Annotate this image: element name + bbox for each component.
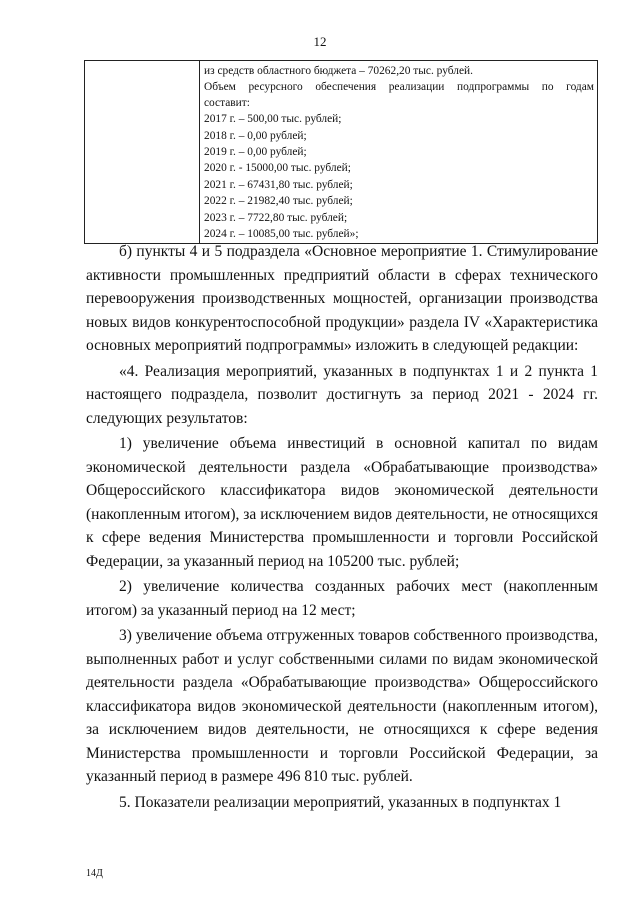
paragraph: 5. Показатели реализации мероприятий, указанных в подпунктах 1 bbox=[119, 793, 562, 811]
paragraph: б) пункты 4 и 5 подраздела «Основное мероприятие 1. Стимулирование активности промышленных предприятий области в сферах технического перевооружения производственных мощностей, организации производства новых видов конкурентоспособной продукции» раздела IV «Характеристика основных мероприятий подпрограммы» изложить в следующей редакции: bbox=[86, 243, 598, 354]
document-body bbox=[86, 240, 598, 814]
page-number: 12 bbox=[313, 34, 327, 49]
table-line: 2019 г. – 0,00 рублей; bbox=[204, 146, 307, 159]
funding-table bbox=[84, 60, 598, 244]
table-line: 2017 г. – 500,00 тыс. рублей; bbox=[204, 113, 342, 126]
paragraph: 1) увеличение объема инвестиций в основной капитал по видам экономической деятельности раздела «Обрабатывающие производства» Общероссийского классификатора видов экономической деятельности (накопленным итогом), за исключением видов деятельности, не относящихся к сфере ведения Министерства промышленности и торговли Российской Федерации, за указанный период на 105200 тыс. рублей; bbox=[86, 435, 598, 570]
paragraph: 2) увеличение количества созданных рабочих мест (накопленным итогом) за указанный период на 12 мест; bbox=[86, 578, 598, 619]
table-value-cell bbox=[200, 61, 598, 244]
table-line: 2021 г. – 67431,80 тыс. рублей; bbox=[204, 178, 353, 191]
paragraph: «4. Реализация мероприятий, указанных в подпунктах 1 и 2 пункта 1 настоящего подраздела, позволит достигнуть за период 2021 - 2024 гг. следующих результатов: bbox=[86, 362, 598, 427]
table-line: составит: bbox=[204, 96, 250, 109]
table-label-cell bbox=[85, 61, 200, 244]
table-line: Объем ресурсного обеспечения реализации подпрограммы по годам bbox=[204, 81, 594, 94]
table-line: 2020 г. - 15000,00 тыс. рублей; bbox=[204, 162, 351, 175]
footer-code: 14Д bbox=[86, 868, 103, 879]
table-line: 2022 г. – 21982,40 тыс. рублей; bbox=[204, 195, 353, 208]
table-row bbox=[85, 61, 598, 244]
table-line: 2024 г. – 10085,00 тыс. рублей»; bbox=[204, 228, 359, 241]
table-line: 2018 г. – 0,00 рублей; bbox=[204, 129, 307, 142]
table-line: из средств областного бюджета – 70262,20 тыс. рублей. bbox=[204, 65, 473, 77]
table-line: 2023 г. – 7722,80 тыс. рублей; bbox=[204, 211, 348, 224]
paragraph: 3) увеличение объема отгруженных товаров собственного производства, выполненных работ и услуг собственными силами по видам экономической деятельности раздела «Обрабатывающие производства» Общероссийского классификатора видов экономической деятельности (накопленным итогом), за исключением видов деятельности, не относящихся к сфере ведения Министерства промышленности и торговли Российской Федерации, за указанный период в размере 496 810 тыс. рублей. bbox=[86, 627, 598, 785]
